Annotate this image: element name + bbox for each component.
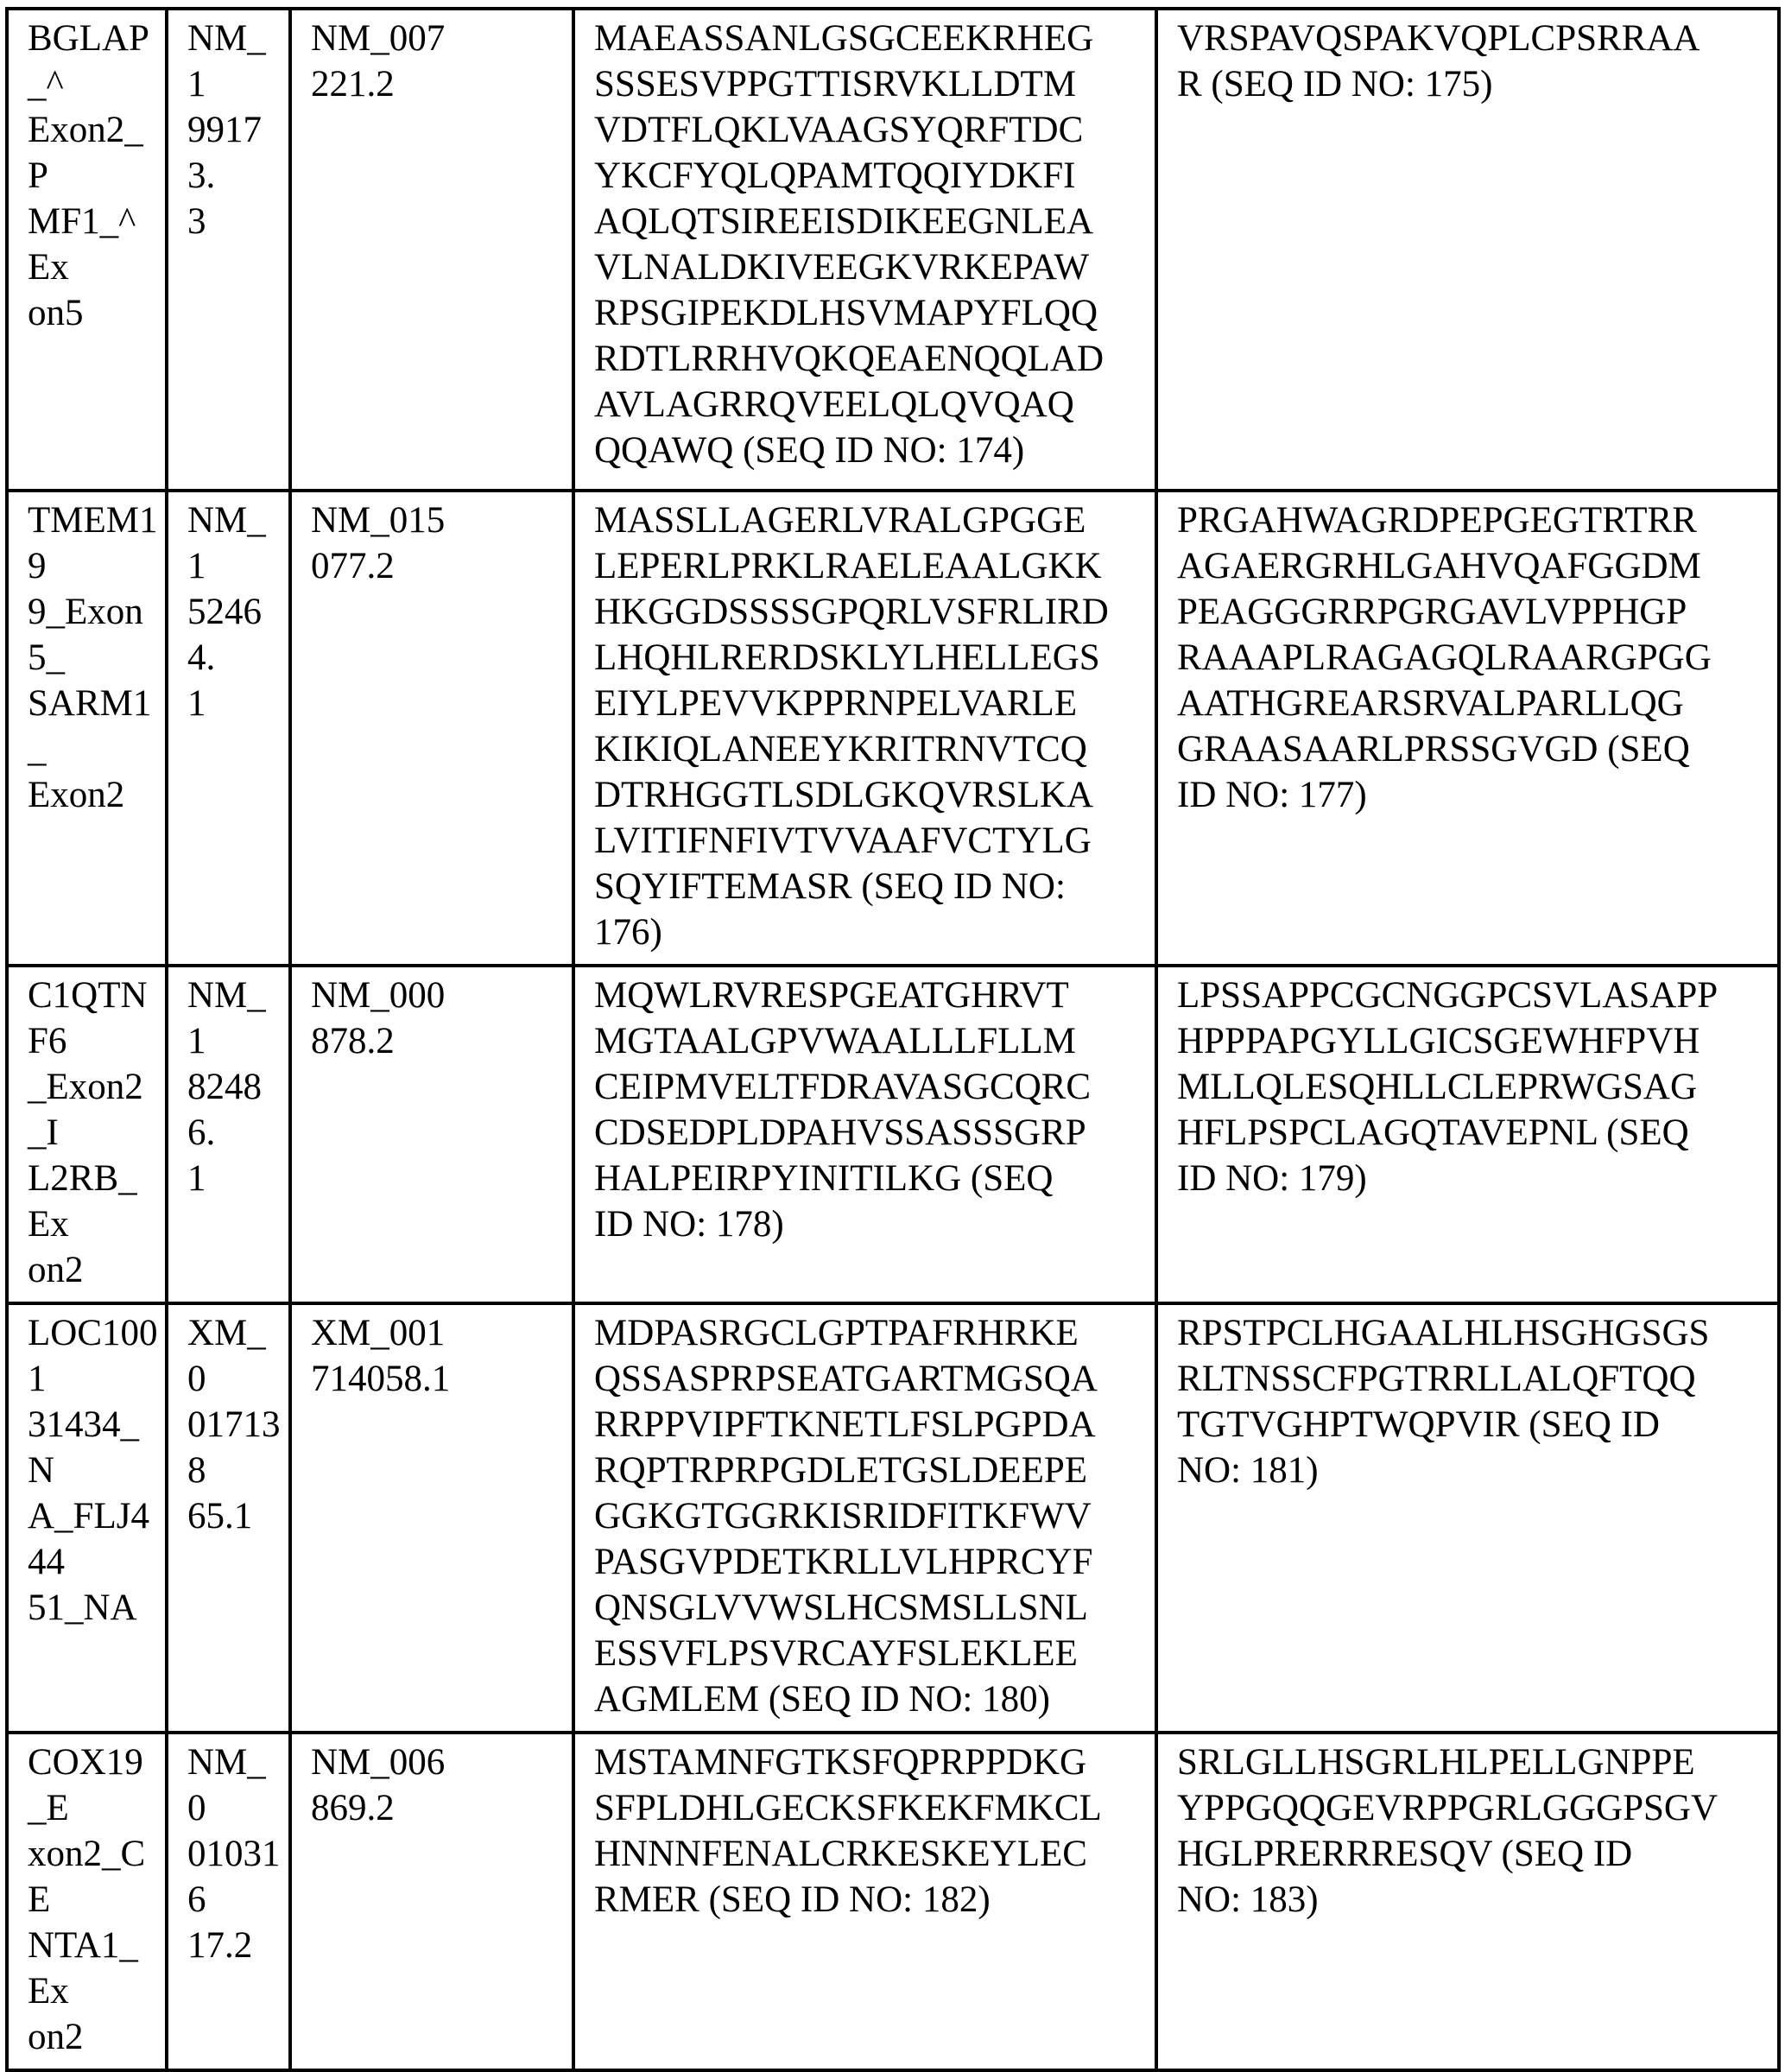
cell-partner-protein-sequence: LPSSAPPCGCNGGPCSVLASAPP HPPPAPGYLLGICSGEWHFPVH MLLQLESQHLLCLEPRWGSAG HFLPSPCLAGQTAVEPNL (SEQ ID NO: 179) xyxy=(1156,966,1779,1303)
cell-fusion-name: TMEM19 9_Exon5_ SARM1_ Exon2 xyxy=(7,491,167,966)
cell-accession-5prime: NM_0 010316 17.2 xyxy=(167,1733,290,2070)
cell-fusion-protein-sequence: MASSLLAGERLVRALGPGGE LEPERLPRKLRAELEAALGKK HKGGDSSSSGPQRLVSFRLIRD LHQHLRERDSKLYLHELLEGS EIYLPEVVKPPRNPELVARLE KIKIQLANEEYKRITRNVTCQ DTRHGGTLSDLGKQVRSLKA LVITIFNFIVTVVAAFVCTYLG SQYIFTEMASR (SEQ ID NO: 176) xyxy=(573,491,1156,966)
cell-accession-3prime: NM_006 869.2 xyxy=(290,1733,573,2070)
cell-fusion-name: C1QTNF6 _Exon2_I L2RB_Ex on2 xyxy=(7,966,167,1303)
cell-partner-protein-sequence: SRLGLLHSGRLHLPELLGNPPE YPPGQQGEVRPPGRLGGGPSGV HGLPRERRRESQV (SEQ ID NO: 183) xyxy=(1156,1733,1779,2070)
cell-accession-3prime: NM_007 221.2 xyxy=(290,9,573,491)
cell-accession-5prime: NM_1 52464. 1 xyxy=(167,491,290,966)
cell-fusion-protein-sequence: MQWLRVRESPGEATGHRVT MGTAALGPVWAALLLFLLM CEIPMVELTFDRAVASGCQRC CDSEDPLDPAHVSSASSSGRP HALPEIRPYINITILKG (SEQ ID NO: 178) xyxy=(573,966,1156,1303)
cell-fusion-protein-sequence: MDPASRGCLGPTPAFRHRKE QSSASPRPSEATGARTMGSQA RRPPVIPFTKNETLFSLPGPDA RQPTRPRPGDLETGSLDEEPE GGKGTGGRKISRIDFITKFWV PASGVPDETKRLLVLHPRCYF QNSGLVVWSLHCSMSLLSNL ESSVFLPSVRCAYFSLEKLEE AGMLEM (SEQ ID NO: 180) xyxy=(573,1303,1156,1733)
cell-fusion-name: COX19_E xon2_CE NTA1_Ex on2 xyxy=(7,1733,167,2070)
table-row xyxy=(7,1733,1779,2070)
cell-partner-protein-sequence: VRSPAVQSPAKVQPLCPSRRAA R (SEQ ID NO: 175) xyxy=(1156,9,1779,491)
cell-accession-3prime: NM_015 077.2 xyxy=(290,491,573,966)
table-row xyxy=(7,966,1779,1303)
table-row xyxy=(7,491,1779,966)
cell-fusion-protein-sequence: MSTAMNFGTKSFQPRPPDKG SFPLDHLGECKSFKEKFMKCL HNNNFENALCRKESKEYLEC RMER (SEQ ID NO: 182) xyxy=(573,1733,1156,2070)
cell-fusion-name: LOC1001 31434_N A_FLJ444 51_NA xyxy=(7,1303,167,1733)
cell-fusion-protein-sequence: MAEASSANLGSGCEEKRHEG SSSESVPPGTTISRVKLLDTM VDTFLQKLVAAGSYQRFTDC YKCFYQLQPAMTQQIYDKFI AQLQTSIREEISDIKEEGNLEA VLNALDKIVEEGKVRKEPAW RPSGIPEKDLHSVMAPYFLQQ RDTLRRHVQKQEAENQQLAD AVLAGRRQVEELQLQVQAQ QQAWQ (SEQ ID NO: 174) xyxy=(573,9,1156,491)
cell-partner-protein-sequence: RPSTPCLHGAALHLHSGHGSGS RLTNSSCFPGTRRLLALQFTQQ TGTVGHPTWQPVIR (SEQ ID NO: 181) xyxy=(1156,1303,1779,1733)
cell-accession-3prime: XM_001 714058.1 xyxy=(290,1303,573,1733)
table-row xyxy=(7,1303,1779,1733)
sequence-listing-table xyxy=(5,7,1781,2072)
table-row xyxy=(7,9,1779,491)
cell-fusion-name: BGLAP_^ Exon2_P MF1_^Ex on5 xyxy=(7,9,167,491)
cell-accession-3prime: NM_000 878.2 xyxy=(290,966,573,1303)
cell-accession-5prime: XM_0 017138 65.1 xyxy=(167,1303,290,1733)
cell-accession-5prime: NM_1 99173. 3 xyxy=(167,9,290,491)
cell-partner-protein-sequence: PRGAHWAGRDPEPGEGTRTRR AGAERGRHLGAHVQAFGGDM PEAGGGRRPGRGAVLVPPHGP RAAAPLRAGAGQLRAARGPGG AATHGREARSRVALPARLLQG GRAASAARLPRSSGVGD (SEQ ID NO: 177) xyxy=(1156,491,1779,966)
cell-accession-5prime: NM_1 82486. 1 xyxy=(167,966,290,1303)
